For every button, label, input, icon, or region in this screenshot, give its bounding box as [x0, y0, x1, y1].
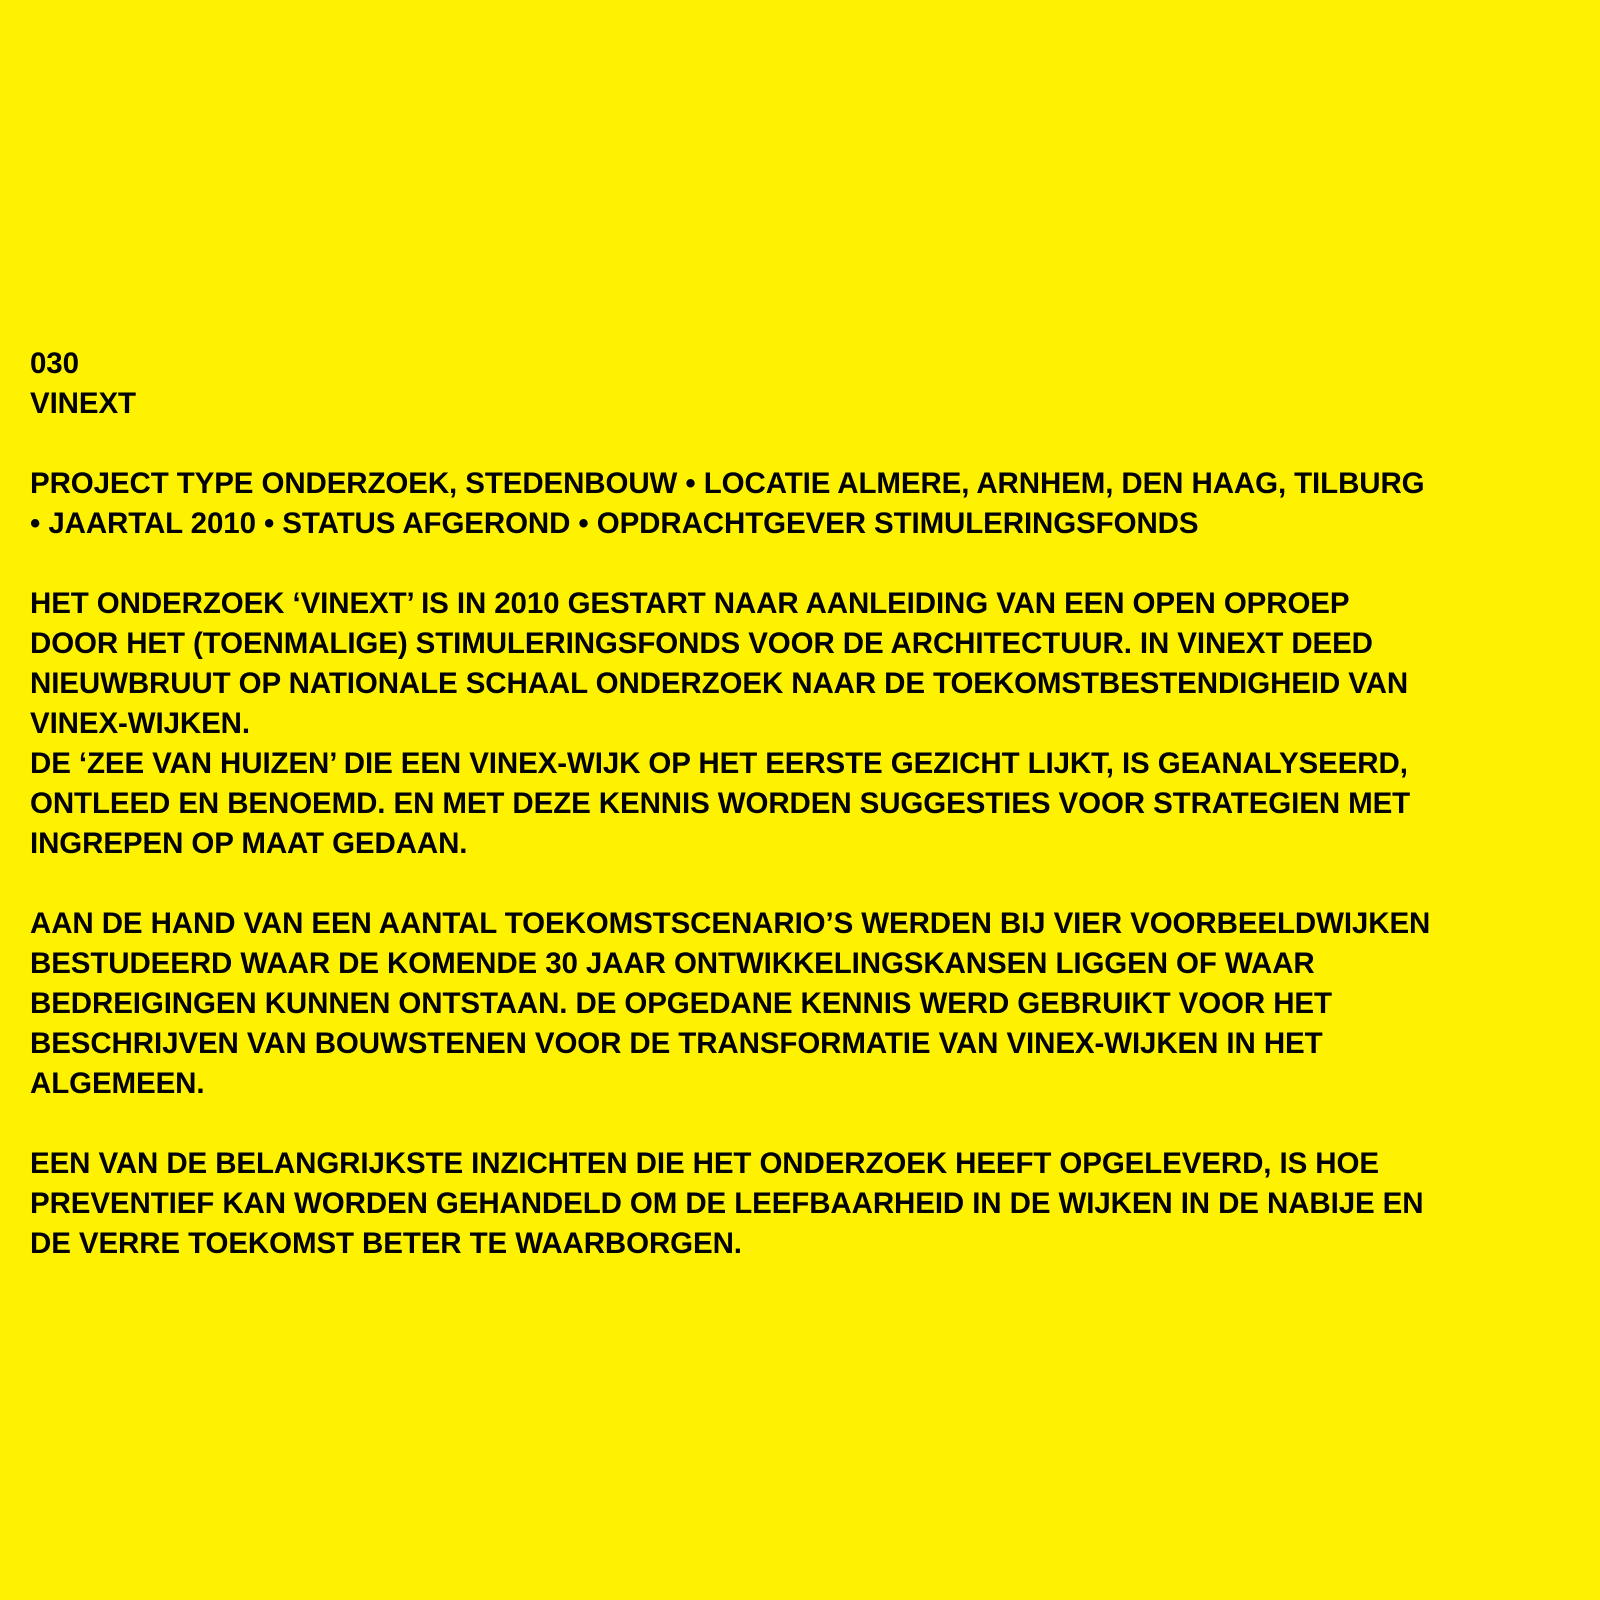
- text-line: NIEUWBRUUT OP NATIONALE SCHAAL ONDERZOEK NAAR DE TOEKOMSTBESTENDIGHEID VAN: [30, 667, 1409, 700]
- text-line: BEDREIGINGEN KUNNEN ONTSTAAN. DE OPGEDANE KENNIS WERD GEBRUIKT VOOR HET: [30, 987, 1332, 1020]
- spacer: [30, 544, 1570, 584]
- text-line: INGREPEN OP MAAT GEDAAN.: [30, 827, 468, 860]
- spacer: [30, 424, 1570, 464]
- text-line: HET ONDERZOEK ‘VINEXT’ IS IN 2010 GESTART NAAR AANLEIDING VAN EEN OPEN OPROEP: [30, 587, 1350, 620]
- text-line: BESCHRIJVEN VAN BOUWSTENEN VOOR DE TRANSFORMATIE VAN VINEX-WIJKEN IN HET: [30, 1027, 1323, 1060]
- project-description: [30, 344, 1570, 1264]
- text-line: VINEX-WIJKEN.: [30, 707, 250, 740]
- text-line: DOOR HET (TOENMALIGE) STIMULERINGSFONDS VOOR DE ARCHITECTUUR. IN VINEXT DEED: [30, 627, 1373, 660]
- project-title: VINEXT: [30, 387, 136, 420]
- paragraph-scenarios: [30, 904, 1570, 1104]
- text-line: DE VERRE TOEKOMST BETER TE WAARBORGEN.: [30, 1227, 742, 1260]
- text-line: PREVENTIEF KAN WORDEN GEHANDELD OM DE LEEFBAARHEID IN DE WIJKEN IN DE NABIJE EN: [30, 1187, 1424, 1220]
- paragraph-intro: [30, 584, 1570, 864]
- paragraph-insights: [30, 1144, 1570, 1264]
- meta-line: • JAARTAL 2010 • STATUS AFGEROND • OPDRACHTGEVER STIMULERINGSFONDS: [30, 507, 1199, 540]
- meta-line: PROJECT TYPE ONDERZOEK, STEDENBOUW • LOCATIE ALMERE, ARNHEM, DEN HAAG, TILBURG: [30, 467, 1425, 500]
- text-line: AAN DE HAND VAN EEN AANTAL TOEKOMSTSCENARIO’S WERDEN BIJ VIER VOORBEELDWIJKEN: [30, 907, 1431, 940]
- project-number: 030: [30, 347, 79, 380]
- spacer: [30, 864, 1570, 904]
- text-line: BESTUDEERD WAAR DE KOMENDE 30 JAAR ONTWIKKELINGSKANSEN LIGGEN OF WAAR: [30, 947, 1315, 980]
- text-line: ALGEMEEN.: [30, 1067, 205, 1100]
- text-line: DE ‘ZEE VAN HUIZEN’ DIE EEN VINEX-WIJK OP HET EERSTE GEZICHT LIJKT, IS GEANALYSEERD,: [30, 747, 1408, 780]
- spacer: [30, 1104, 1570, 1144]
- project-meta: [30, 464, 1570, 544]
- text-line: EEN VAN DE BELANGRIJKSTE INZICHTEN DIE HET ONDERZOEK HEEFT OPGELEVERD, IS HOE: [30, 1147, 1379, 1180]
- text-line: ONTLEED EN BENOEMD. EN MET DEZE KENNIS WORDEN SUGGESTIES VOOR STRATEGIEN MET: [30, 787, 1411, 820]
